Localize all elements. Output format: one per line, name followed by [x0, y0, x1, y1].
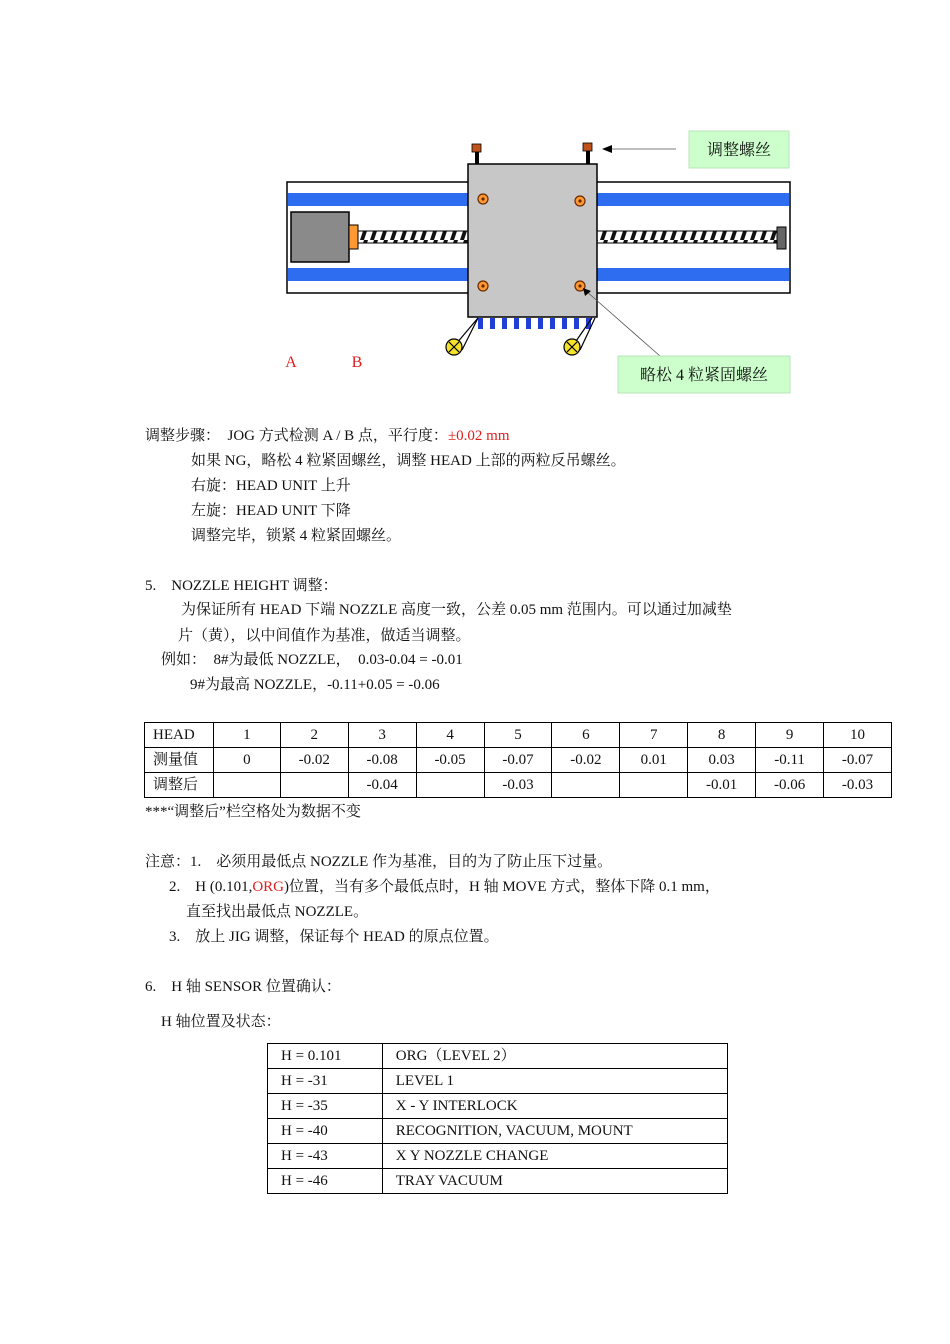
steps-line-3: 右旋：HEAD UNIT 上升: [191, 478, 351, 494]
motor: [291, 212, 349, 262]
table-row-head: [145, 723, 892, 748]
table-cell: LEVEL 1: [382, 1069, 727, 1094]
table-cell: H = -43: [268, 1144, 383, 1169]
table-row: [268, 1119, 728, 1144]
end-bearing: [777, 227, 786, 249]
table-cell: H = -46: [268, 1169, 383, 1194]
table-cell: [620, 773, 688, 798]
point-a-label: A: [285, 354, 297, 371]
adjust-screw-left-shaft: [475, 152, 479, 164]
table-cell: 8: [688, 723, 756, 748]
table-cell: -0.06: [756, 773, 824, 798]
section6-subtitle: H 轴位置及状态：: [161, 1014, 281, 1030]
table-cell: -0.02: [280, 748, 348, 773]
table-cell: 6: [552, 723, 620, 748]
rail-top-right: [597, 193, 789, 206]
section5-example-1: 例如： 8#为最低 NOZZLE， 0.03-0.04 = -0.01: [161, 652, 463, 668]
adjust-screw-left-cap: [472, 144, 481, 152]
note-2-suffix: )位置，当有多个最低点时，H 轴 MOVE 方式，整体下降 0.1 mm，: [284, 879, 720, 895]
steps-line-1: [145, 426, 510, 446]
table-cell: -0.07: [484, 748, 552, 773]
section6-title: 6. H 轴 SENSOR 位置确认：: [145, 979, 341, 995]
table-cell: [280, 773, 348, 798]
note-2-org: ORG: [252, 879, 284, 895]
coupling: [349, 225, 358, 249]
arrow-left-icon: [602, 145, 612, 153]
nozzle-row: [478, 318, 591, 329]
fixing-screw-leader: [586, 291, 660, 356]
rail-bottom-right: [597, 268, 789, 281]
table-cell: 1: [213, 723, 280, 748]
steps-line-2: 如果 NG，略松 4 粒紧固螺丝，调整 HEAD 上部的两粒反吊螺丝。: [191, 453, 626, 469]
table-cell: 0: [213, 748, 280, 773]
table-cell: X - Y INTERLOCK: [382, 1094, 727, 1119]
note-2-prefix: 2. H (0.101,: [169, 879, 253, 895]
callout-loosen-screws: 略松 4 粒紧固螺丝: [639, 367, 769, 384]
table-cell: TRAY VACUUM: [382, 1169, 727, 1194]
table-cell: -0.07: [824, 748, 892, 773]
dial-gauge-a-icon: [446, 318, 478, 355]
fixing-screw-icon: [478, 281, 488, 291]
table-row-measured: [145, 748, 892, 773]
note-2-continuation: 直至找出最低点 NOZZLE。: [186, 904, 369, 920]
table-cell: 0.01: [620, 748, 688, 773]
steps-line-4: 左旋：HEAD UNIT 下降: [191, 503, 351, 519]
table-cell: H = -31: [268, 1069, 383, 1094]
table-cell: -0.01: [688, 773, 756, 798]
note-3: 3. 放上 JIG 调整，保证每个 HEAD 的原点位置。: [169, 929, 499, 945]
table-cell: 9: [756, 723, 824, 748]
steps-line-5: 调整完毕，锁紧 4 粒紧固螺丝。: [191, 528, 402, 544]
note-1: 注意：1. 必须用最低点 NOZZLE 作为基准，目的为了防止压下过量。: [145, 854, 613, 870]
fixing-screw-icon: [575, 196, 585, 206]
table-row: [268, 1094, 728, 1119]
rail-bottom-left: [288, 268, 468, 281]
table-cell: H = -35: [268, 1094, 383, 1119]
ball-screw-right: [597, 231, 777, 243]
head-unit-diagram: [0, 0, 950, 400]
callout-adjust-screw: 调整螺丝: [706, 142, 772, 159]
table-cell: 7: [620, 723, 688, 748]
table-cell: -0.03: [824, 773, 892, 798]
table-cell: H = -40: [268, 1119, 383, 1144]
table-footnote: ***“调整后”栏空格处为数据不变: [145, 804, 361, 820]
table-row: [268, 1044, 728, 1069]
table-cell: 2: [280, 723, 348, 748]
table-cell: [416, 773, 484, 798]
section5-title: 5. NOZZLE HEIGHT 调整：: [145, 578, 338, 594]
table-cell: -0.04: [348, 773, 416, 798]
table-cell: ORG（LEVEL 2）: [382, 1044, 727, 1069]
table-cell: HEAD: [145, 723, 214, 748]
table-cell: -0.05: [416, 748, 484, 773]
table-cell: [552, 773, 620, 798]
point-b-label: B: [351, 354, 363, 371]
ball-screw-left: [358, 231, 468, 243]
section5-paragraph-1: 为保证所有 HEAD 下端 NOZZLE 高度一致，公差 0.05 mm 范围内。可以通过加减垫: [181, 602, 732, 618]
table-row-adjusted: [145, 773, 892, 798]
table-cell: 调整后: [145, 773, 214, 798]
table-cell: [213, 773, 280, 798]
section5-example-2: 9#为最高 NOZZLE，-0.11+0.05 = -0.06: [190, 677, 440, 693]
table-cell: X Y NOZZLE CHANGE: [382, 1144, 727, 1169]
table-row: [268, 1069, 728, 1094]
steps-line-1-text: 调整步骤： JOG 方式检测 A / B 点，平行度：: [145, 428, 448, 444]
h-axis-position-table: [267, 1043, 728, 1194]
adjust-screw-right-shaft: [586, 151, 590, 164]
table-cell: -0.11: [756, 748, 824, 773]
table-row: [268, 1144, 728, 1169]
table-row: [268, 1169, 728, 1194]
table-cell: RECOGNITION, VACUUM, MOUNT: [382, 1119, 727, 1144]
table-cell: 10: [824, 723, 892, 748]
table-cell: 测量值: [145, 748, 214, 773]
adjust-screw-right-cap: [583, 143, 592, 151]
parallelism-tolerance: ±0.02 mm: [447, 428, 510, 444]
table-cell: 5: [484, 723, 552, 748]
head-plate: [468, 164, 597, 317]
section5-paragraph-2: 片（黄），以中间值作为基准，做适当调整。: [178, 628, 471, 644]
table-cell: 3: [348, 723, 416, 748]
rail-top-left: [288, 193, 468, 206]
table-cell: 4: [416, 723, 484, 748]
table-cell: -0.02: [552, 748, 620, 773]
table-cell: 0.03: [688, 748, 756, 773]
note-2: [169, 877, 720, 897]
nozzle-height-table: [144, 722, 892, 798]
table-cell: H = 0.101: [268, 1044, 383, 1069]
fixing-screw-icon: [478, 194, 488, 204]
table-cell: -0.03: [484, 773, 552, 798]
table-cell: -0.08: [348, 748, 416, 773]
